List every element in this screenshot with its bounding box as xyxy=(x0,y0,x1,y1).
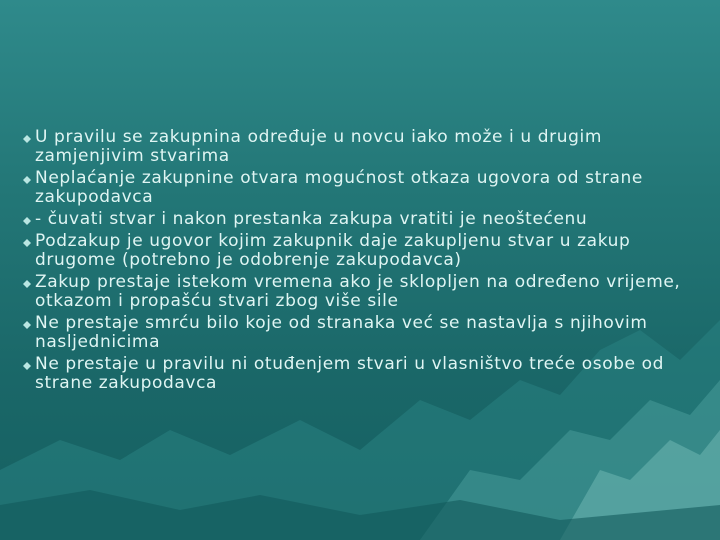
bullet-text: - čuvati stvar i nakon prestanka zakupa vratiti je neoštećenu xyxy=(35,209,588,229)
diamond-bullet-icon xyxy=(23,362,31,370)
diamond-bullet-icon xyxy=(23,280,31,288)
list-item xyxy=(22,128,702,166)
bullet-text: Zakup prestaje istekom vremena ako je sklopljen na određeno vrijeme, otkazom i propašću stvari zbog više sile xyxy=(35,272,681,311)
list-item xyxy=(22,232,702,270)
list-item xyxy=(22,273,702,311)
list-item xyxy=(22,210,702,229)
list-item xyxy=(22,314,702,352)
bullet-text: U pravilu se zakupnina određuje u novcu iako može i u drugim zamjenjivim stvarima xyxy=(35,127,602,166)
bullet-list xyxy=(22,128,702,396)
list-item xyxy=(22,169,702,207)
bullet-text: Neplaćanje zakupnine otvara mogućnost otkaza ugovora od strane zakupodavca xyxy=(35,168,643,207)
diamond-bullet-icon xyxy=(23,217,31,225)
bullet-text: Ne prestaje smrću bilo koje od stranaka već se nastavlja s njihovim nasljednicima xyxy=(35,313,648,352)
list-item xyxy=(22,355,702,393)
bullet-text: Ne prestaje u pravilu ni otuđenjem stvari u vlasništvo treće osobe od strane zakupodavca xyxy=(35,354,665,393)
bullet-text: Podzakup je ugovor kojim zakupnik daje zakupljenu stvar u zakup drugome (potrebno je odobrenje zakupodavca) xyxy=(35,231,631,270)
diamond-bullet-icon xyxy=(23,176,31,184)
diamond-bullet-icon xyxy=(23,135,31,143)
diamond-bullet-icon xyxy=(23,321,31,329)
diamond-bullet-icon xyxy=(23,239,31,247)
